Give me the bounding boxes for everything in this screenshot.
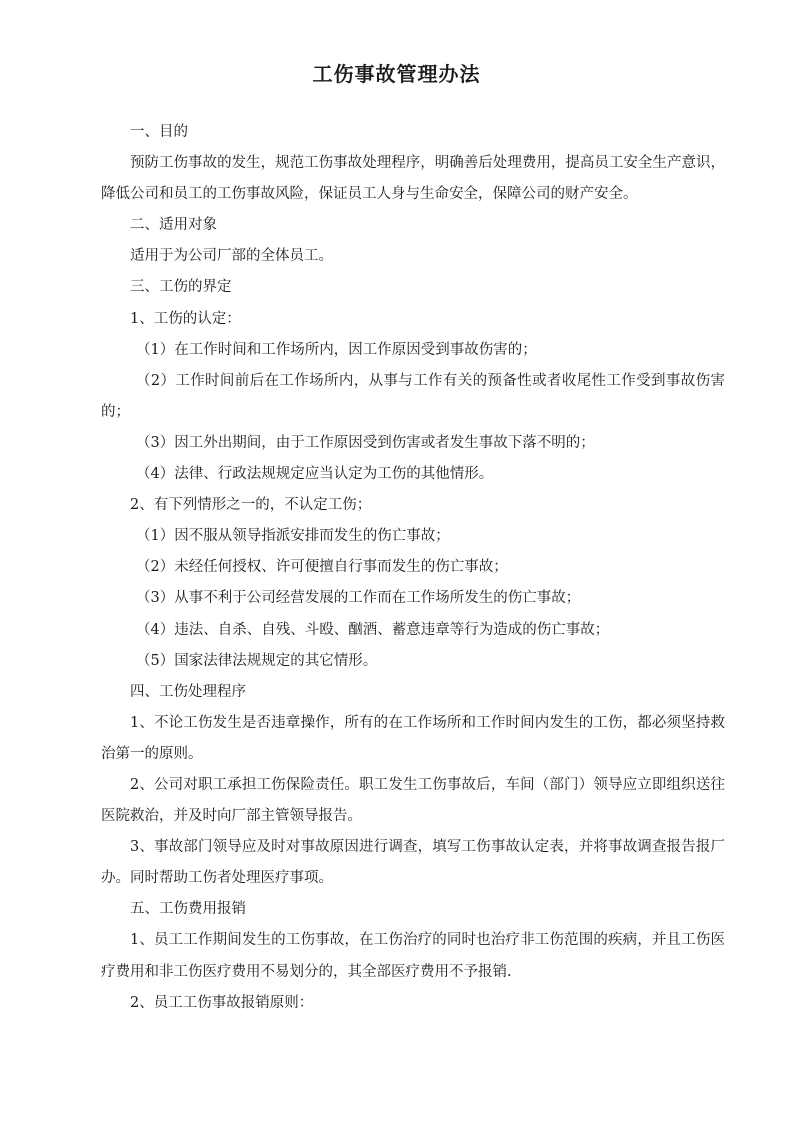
section-heading-purpose: 一、目的 bbox=[130, 124, 188, 140]
paragraph-procedure: 3、事故部门领导应及时对事故原因进行调查，填写工伤事故认定表，并将事故调查报告报厂办。同时帮助工伤者处理医疗事项。 bbox=[101, 839, 725, 887]
subheading-recognition: 1、工伤的认定： bbox=[130, 310, 241, 327]
subheading-exclusions: 2、有下列情形之一的，不认定工伤； bbox=[130, 497, 372, 514]
list-item: （2）未经任何授权、许可便擅自行事而发生的伤亡事故； bbox=[136, 559, 508, 576]
section-heading-scope: 二、适用对象 bbox=[130, 217, 217, 234]
paragraph-procedure: 1、不论工伤发生是否违章操作，所有的在工作场所和工作时间内发生的工伤，都必须坚持救治第一的原则。 bbox=[101, 714, 725, 762]
list-item: （3）因工外出期间，由于工作原因受到伤害或者发生事故下落不明的； bbox=[136, 434, 595, 451]
paragraph-reimbursement: 1、员工工作期间发生的工伤事故，在工伤治疗的同时也治疗非工伤范围的疾病，并且工伤医疗费用和非工伤医疗费用不易划分的，其全部医疗费用不予报销. bbox=[101, 932, 725, 980]
paragraph-reimbursement: 2、员工工伤事故报销原则： bbox=[130, 994, 314, 1011]
list-item: （1）因不服从领导指派安排而发生的伤亡事故； bbox=[136, 528, 450, 545]
list-item: （3）从事不利于公司经营发展的工作而在工作场所发生的伤亡事故； bbox=[136, 590, 581, 607]
paragraph-procedure: 2、公司对职工承担工伤保险责任。职工发生工伤事故后，车间（部门）领导应立即组织送往医院救治，并及时向厂部主管领导报告。 bbox=[101, 776, 725, 825]
list-item: （5）国家法律法规规定的其它情形。 bbox=[136, 652, 378, 669]
list-item: （4）违法、自杀、自残、斗殴、酗酒、蓄意违章等行为造成的伤亡事故； bbox=[136, 621, 610, 638]
page-title: 工伤事故管理办法 bbox=[312, 62, 481, 86]
list-item: （4）法律、行政法规规定应当认定为工伤的其他情形。 bbox=[136, 466, 494, 483]
list-item: （1）在工作时间和工作场所内，因工作原因受到事故伤害的； bbox=[136, 341, 537, 358]
list-item: （2）工作时间前后在工作场所内，从事与工作有关的预备性或者收尾性工作受到事故伤害的； bbox=[101, 372, 725, 420]
section-heading-reimbursement: 五、工伤费用报销 bbox=[130, 901, 246, 918]
paragraph-scope: 适用于为公司厂部的全体员工。 bbox=[130, 248, 333, 265]
document-body bbox=[101, 117, 725, 1019]
paragraph-purpose: 预防工伤事故的发生，规范工伤事故处理程序，明确善后处理费用，提高员工安全生产意识，降低公司和员工的工伤事故风险，保证员工人身与生命安全，保障公司的财产安全。 bbox=[101, 155, 725, 203]
section-heading-procedure: 四、工伤处理程序 bbox=[130, 683, 246, 700]
section-heading-definition: 三、工伤的界定 bbox=[130, 279, 232, 296]
